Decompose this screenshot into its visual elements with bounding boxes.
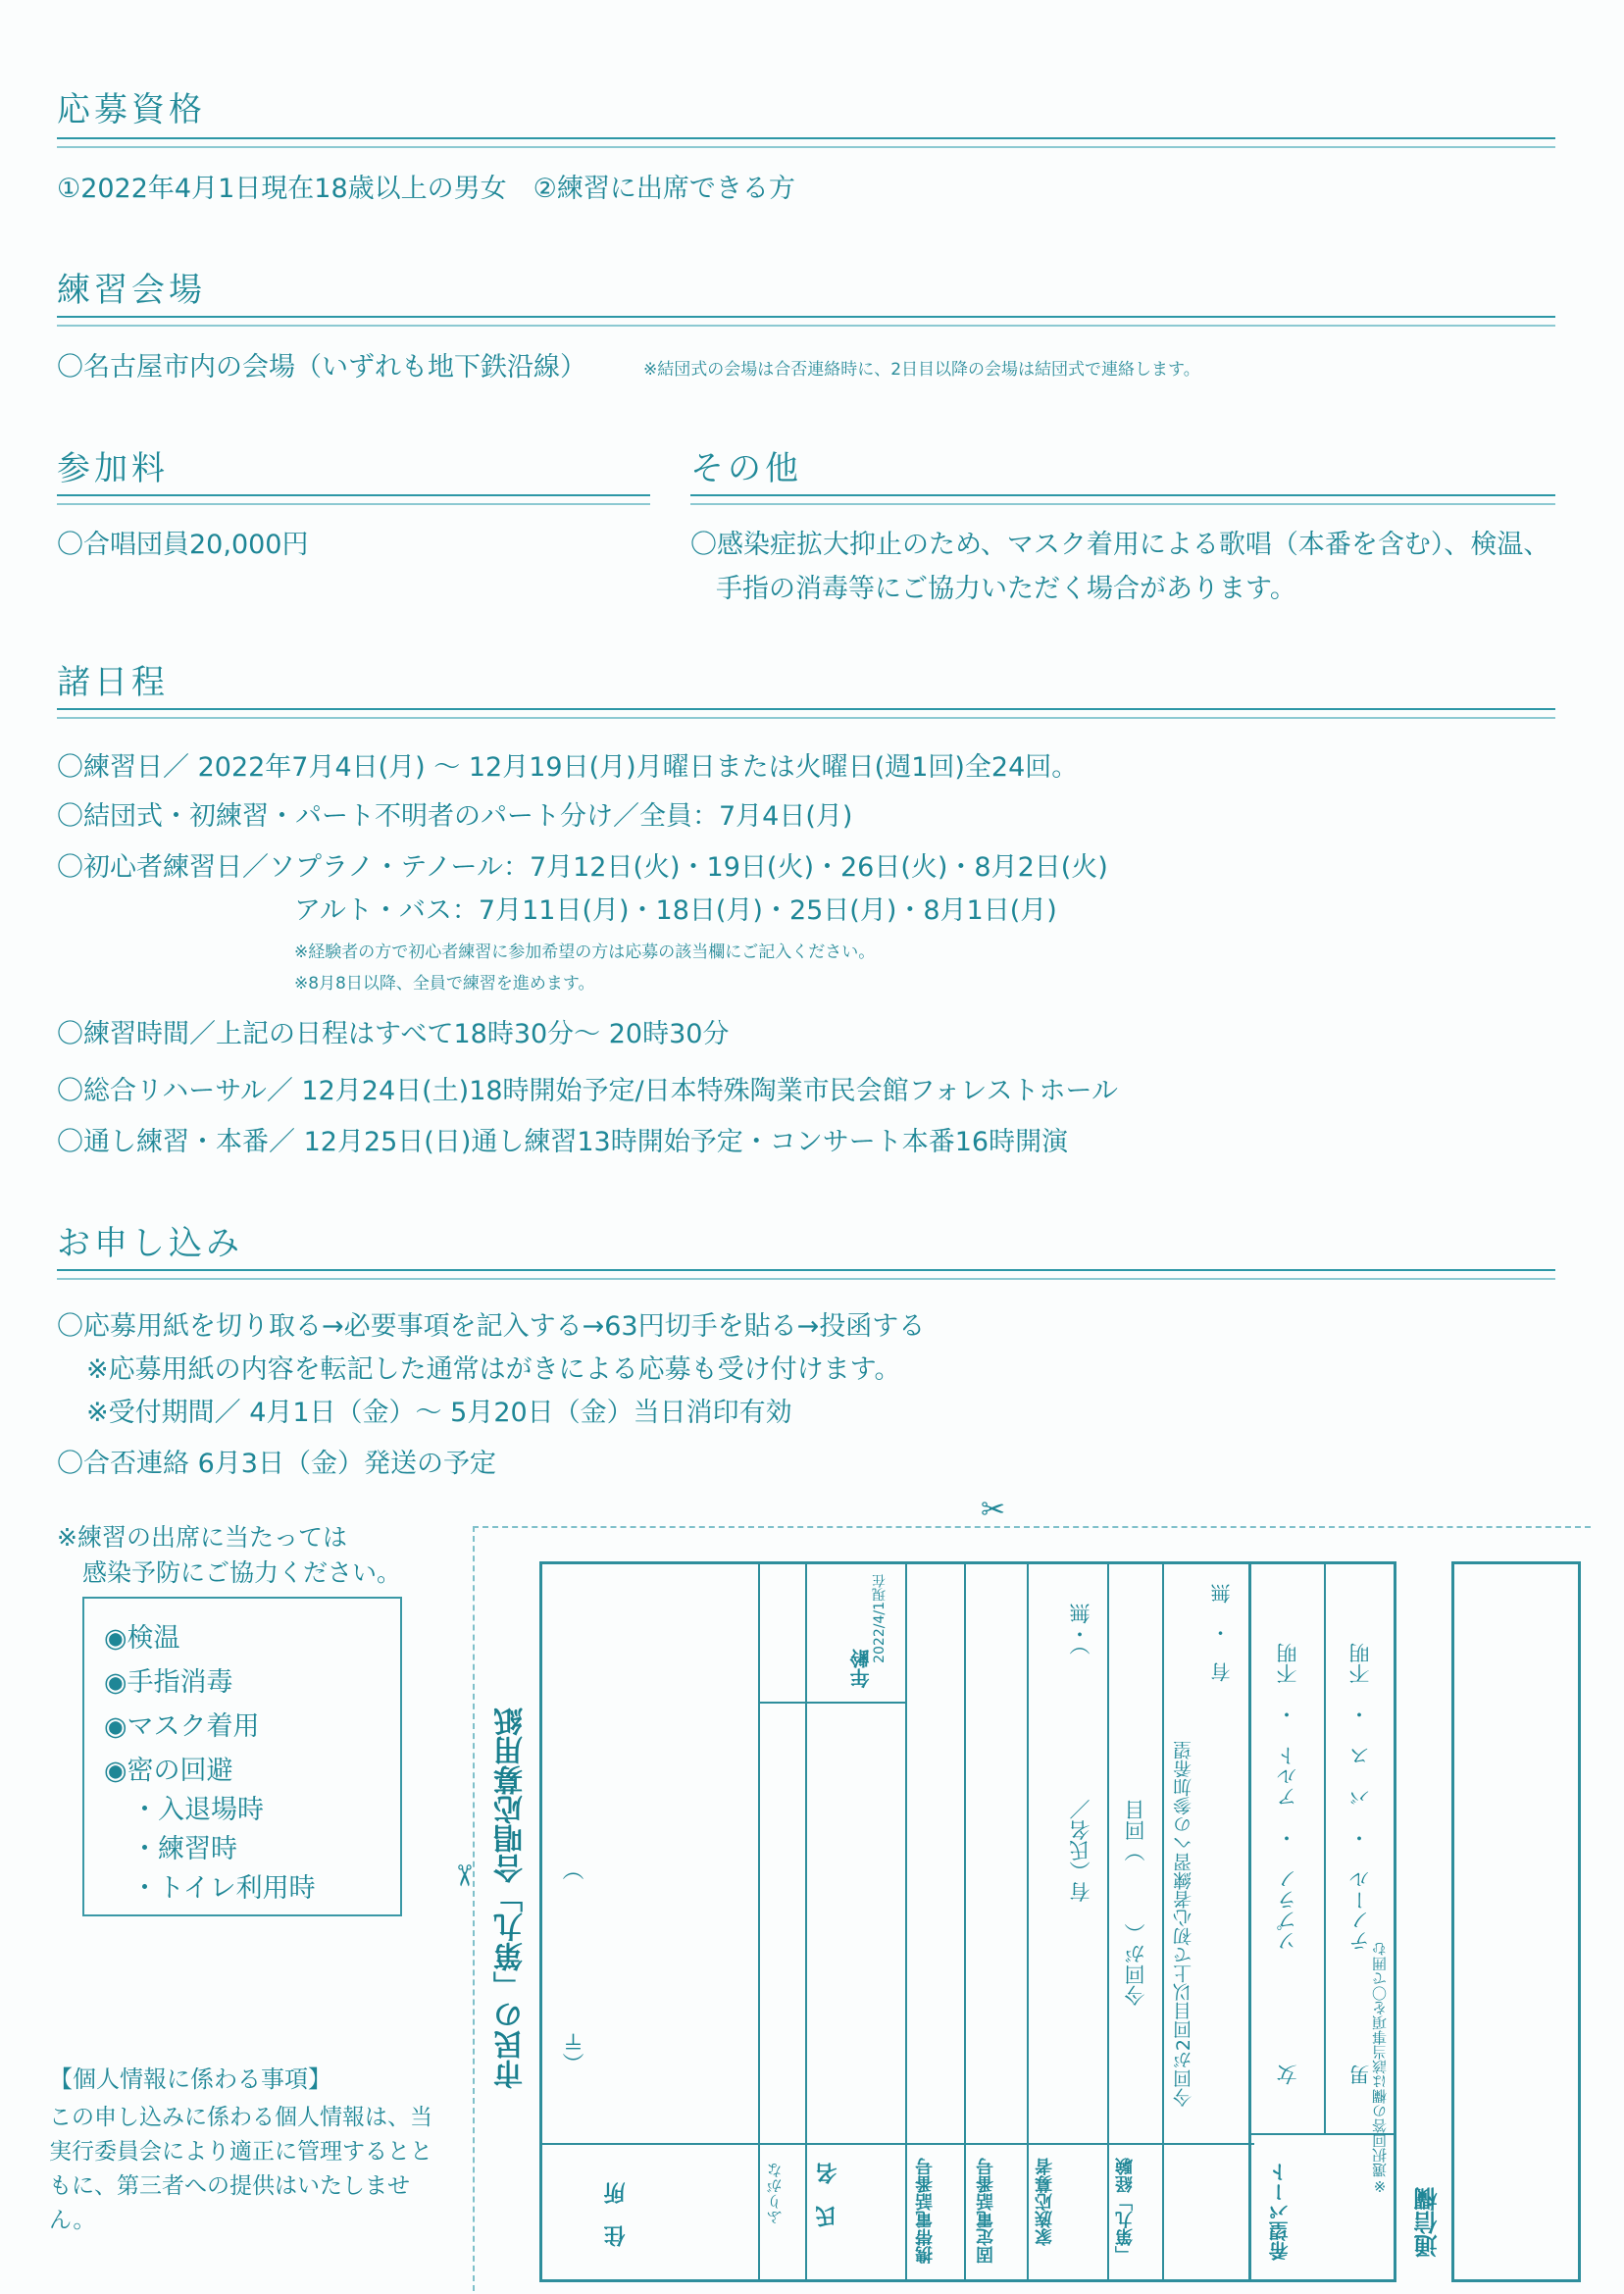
- schedule-line-7: 〇通し練習・本番／ 12月25日(日)通し練習13時開始予定・コンサート本番16時開演: [57, 1127, 1069, 1157]
- fee-text: 〇合唱団員20,000円: [57, 530, 309, 560]
- other-line1: 〇感染症拡大抑止のため、マスク着用による歌唱（本番を含む）、検温、: [690, 530, 1550, 560]
- eligibility-heading: 応募資格: [57, 90, 206, 129]
- select-note: ※選択回答の欄は該当事項を〇で囲む: [1371, 1942, 1389, 2195]
- venue-heading: 練習会場: [57, 271, 206, 310]
- other-rule: [690, 494, 1555, 505]
- schedule-line-1: 〇練習日／ 2022年7月4日(月) ～ 12月19日(月)月曜日または火曜日(週1回)全24回。: [57, 752, 1079, 783]
- address-label: 住 所: [604, 2182, 629, 2247]
- eligibility-rule: [57, 137, 1555, 148]
- part-divider: [1324, 1564, 1326, 2133]
- infection-intro-1: ※練習の出席に当たっては: [57, 1523, 347, 1552]
- cut-line-horizontal: [473, 1526, 1591, 1528]
- schedule-line-2: 〇結団式・初練習・パート不明者のパート分け／全員：7月4日(月): [57, 801, 853, 832]
- part-label: 希望パート: [1268, 2163, 1292, 2261]
- infection-item: ◉マスク着用: [104, 1711, 260, 1742]
- venue-text: 〇名古屋市内の会場（いずれも地下鉄沿線）: [57, 352, 586, 382]
- apply-line-2: ※応募用紙の内容を転記した通常はがきによる応募も受け付けます。: [86, 1354, 901, 1385]
- furigana-label: ふりがな: [766, 2163, 785, 2225]
- mobile-label: 携帯電話番号: [915, 2158, 936, 2264]
- venue-note: ※結団式の会場は合否連絡時に、2日目以降の会場は結団式で連絡します。: [643, 360, 1200, 380]
- schedule-note-2: ※8月8日以降、全員で練習を進めます。: [294, 974, 595, 994]
- schedule-rule: [57, 708, 1555, 719]
- venue-rule: [57, 316, 1555, 327]
- female-parts[interactable]: ソプラノ ・ アルト ・ 不明: [1276, 1643, 1299, 1952]
- infection-box: [82, 1597, 402, 1916]
- infection-subitem: ・トイレ利用時: [131, 1873, 316, 1904]
- apply-line-1: 〇応募用紙を切り取る→必要事項を記入する→63円切手を貼る→投函する: [57, 1311, 926, 1342]
- schedule-line-4: アルト・バス：7月11日(月)・18日(月)・25日(月)・8月1日(月): [294, 895, 1057, 926]
- family-label: 家族応募者: [1035, 2158, 1055, 2246]
- name-label: 氏 名: [816, 2163, 840, 2227]
- remarks-label: 通信欄: [1414, 2187, 1442, 2258]
- privacy-body: この申し込みに係わる個人情報は、当実行委員会により適正に管理するとともに、第三者への提供はいたしません。: [49, 2105, 432, 2233]
- schedule-heading: 諸日程: [57, 663, 169, 702]
- eligibility-text: ①2022年4月1日現在18歳以上の男女 ②練習に出席できる方: [57, 174, 795, 204]
- family-value[interactable]: 有（氏名／ ）・無: [1069, 1604, 1092, 1903]
- schedule-note-1: ※経験者の方で初心者練習に参加希望の方は応募の該当欄にご記入ください。: [294, 943, 876, 962]
- postal-field[interactable]: （〒 ）: [563, 1859, 587, 2074]
- form-divider: [1027, 1564, 1029, 2279]
- application-form: [539, 1561, 1251, 2282]
- form-title: 市民の「第九」合唱応募用紙: [494, 1707, 529, 2089]
- cut-line-vertical: [473, 1526, 475, 2291]
- form-divider: [1107, 1564, 1109, 2279]
- scissors-icon: ✂: [446, 1862, 482, 1889]
- beginner-label: 今回が2回目以上で初心者練習への参加希望: [1173, 1741, 1194, 2108]
- form-divider: [1162, 1564, 1164, 2279]
- schedule-line-3: 〇初心者練習日／ソプラノ・テノール：7月12日(火)・19日(火)・26日(火)・8月2日(火): [57, 852, 1108, 883]
- schedule-line-6: 〇総合リハーサル／ 12月24日(土)18時開始予定/日本特殊陶業市民会館フォレストホール: [57, 1076, 1118, 1106]
- fee-rule: [57, 494, 650, 505]
- infection-subitem: ・入退場時: [131, 1795, 264, 1825]
- other-heading: その他: [690, 449, 802, 488]
- form-age-divider: [758, 1702, 905, 1704]
- infection-item: ◉検温: [104, 1623, 180, 1654]
- apply-rule: [57, 1269, 1555, 1280]
- schedule-line-5: 〇練習時間／上記の日程はすべて18時30分～ 20時30分: [57, 1019, 730, 1049]
- experience-label: 「第九」経験: [1115, 2158, 1136, 2264]
- male-parts[interactable]: テノール ・ バ ス ・ 不明: [1348, 1643, 1372, 1952]
- beginner-value[interactable]: 有 ・ 無: [1210, 1584, 1234, 1682]
- infection-item: ◉手指消毒: [104, 1667, 233, 1698]
- landline-label: 固定電話番号: [976, 2158, 996, 2264]
- age-note: 2022/4/1現在: [872, 1574, 888, 1663]
- apply-heading: お申し込み: [57, 1224, 243, 1263]
- form-divider: [905, 1564, 907, 2279]
- form-divider: [805, 1564, 807, 2279]
- apply-line-3: ※受付期間／ 4月1日（金）～ 5月20日（金）当日消印有効: [86, 1398, 792, 1428]
- privacy-heading: 【個人情報に係わる事項】: [49, 2065, 331, 2093]
- age-label: 年齢: [849, 1649, 873, 1688]
- infection-item: ◉密の回避: [104, 1756, 233, 1786]
- infection-subitem: ・練習時: [131, 1834, 237, 1864]
- experience-value[interactable]: 今回が（ ）回目: [1124, 1800, 1147, 2006]
- fee-heading: 参加料: [57, 449, 169, 488]
- scissors-icon: ✂: [981, 1493, 1006, 1527]
- apply-line-4: 〇合否連絡 6月3日（金）発送の予定: [57, 1449, 496, 1479]
- form-divider: [758, 1564, 760, 2279]
- female-label: 女: [1276, 2065, 1299, 2085]
- infection-intro-2: 感染予防にご協力ください。: [82, 1558, 402, 1587]
- remarks-box[interactable]: [1451, 1561, 1581, 2282]
- other-line2: 手指の消毒等にご協力いただく場合があります。: [716, 574, 1296, 604]
- form-divider: [964, 1564, 966, 2279]
- form-label-row-divider: [542, 2143, 1254, 2145]
- male-label: 男: [1348, 2065, 1372, 2085]
